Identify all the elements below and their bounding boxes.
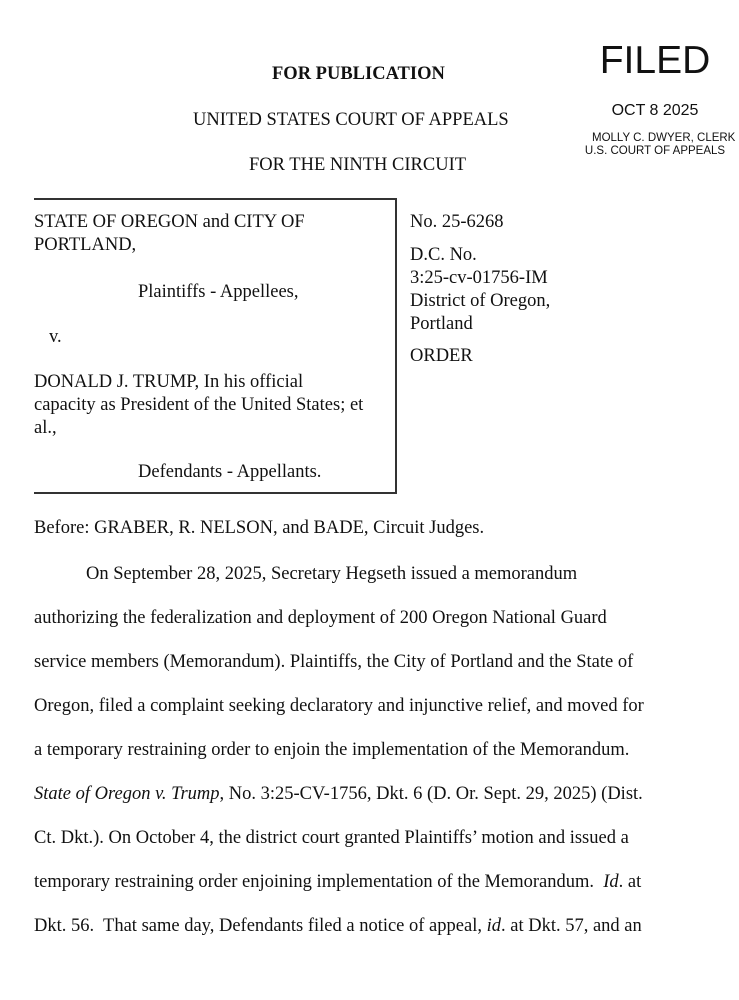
id-citation: Id: [603, 872, 619, 892]
defendants-name-cont: capacity as President of the United States; et: [34, 395, 364, 415]
case-citation: State of Oregon v. Trump: [34, 784, 220, 804]
body-line: service members (Memorandum). Plaintiffs, the City of Portland and the State of: [34, 652, 634, 672]
defendants-role: Defendants - Appellants.: [138, 462, 322, 482]
body-line: [34, 872, 641, 893]
body-line: authorizing the federalization and deployment of 200 Oregon National Guard: [34, 608, 607, 628]
filed-stamp: [580, 38, 736, 158]
court-heading: UNITED STATES COURT OF APPEALS: [193, 110, 509, 130]
filed-label: FILED: [599, 39, 711, 82]
citation-text: , No. 3:25-CV-1756, Dkt. 6 (D. Or. Sept. 29, 2025) (Dist.: [219, 784, 643, 804]
filed-date: OCT 8 2025: [611, 102, 699, 119]
panel-judges: Before: GRABER, R. NELSON, and BADE, Circuit Judges.: [34, 518, 485, 538]
plaintiffs-name-cont: PORTLAND,: [34, 235, 137, 255]
circuit-heading: FOR THE NINTH CIRCUIT: [249, 155, 467, 175]
body-line: Ct. Dkt.). On October 4, the district court granted Plaintiffs’ motion and issued a: [34, 828, 629, 848]
plaintiffs-name: STATE OF OREGON and CITY OF: [34, 212, 305, 232]
body-text: . at: [618, 872, 642, 892]
district: District of Oregon,: [410, 291, 551, 311]
publication-heading: FOR PUBLICATION: [272, 64, 445, 84]
body-line: [34, 784, 643, 805]
body-text: temporary restraining order enjoining implementation of the Memorandum.: [34, 872, 604, 892]
plaintiffs-role: Plaintiffs - Appellees,: [138, 282, 299, 302]
dc-label: D.C. No.: [410, 245, 477, 265]
case-number: No. 25-6268: [410, 212, 504, 232]
defendants-name-cont2: al.,: [34, 418, 57, 438]
id-citation: id: [486, 916, 501, 936]
document-type: ORDER: [410, 346, 473, 366]
body-line: [34, 916, 642, 937]
body-line: a temporary restraining order to enjoin the implementation of the Memorandum.: [34, 740, 630, 760]
defendants-name: DONALD J. TRUMP, In his official: [34, 372, 304, 392]
clerk-court: U.S. COURT OF APPEALS: [584, 145, 726, 157]
body-text: Dkt. 56. That same day, Defendants filed a notice of appeal,: [34, 916, 487, 936]
body-line: On September 28, 2025, Secretary Hegseth issued a memorandum: [86, 564, 578, 584]
body-line: Oregon, filed a complaint seeking declaratory and injunctive relief, and moved for: [34, 696, 644, 716]
clerk-name: MOLLY C. DWYER, CLERK: [592, 132, 736, 144]
dc-number: 3:25-cv-01756-IM: [410, 268, 548, 288]
versus: v.: [49, 327, 62, 347]
division: Portland: [410, 314, 473, 334]
body-text: . at Dkt. 57, and an: [500, 916, 642, 936]
